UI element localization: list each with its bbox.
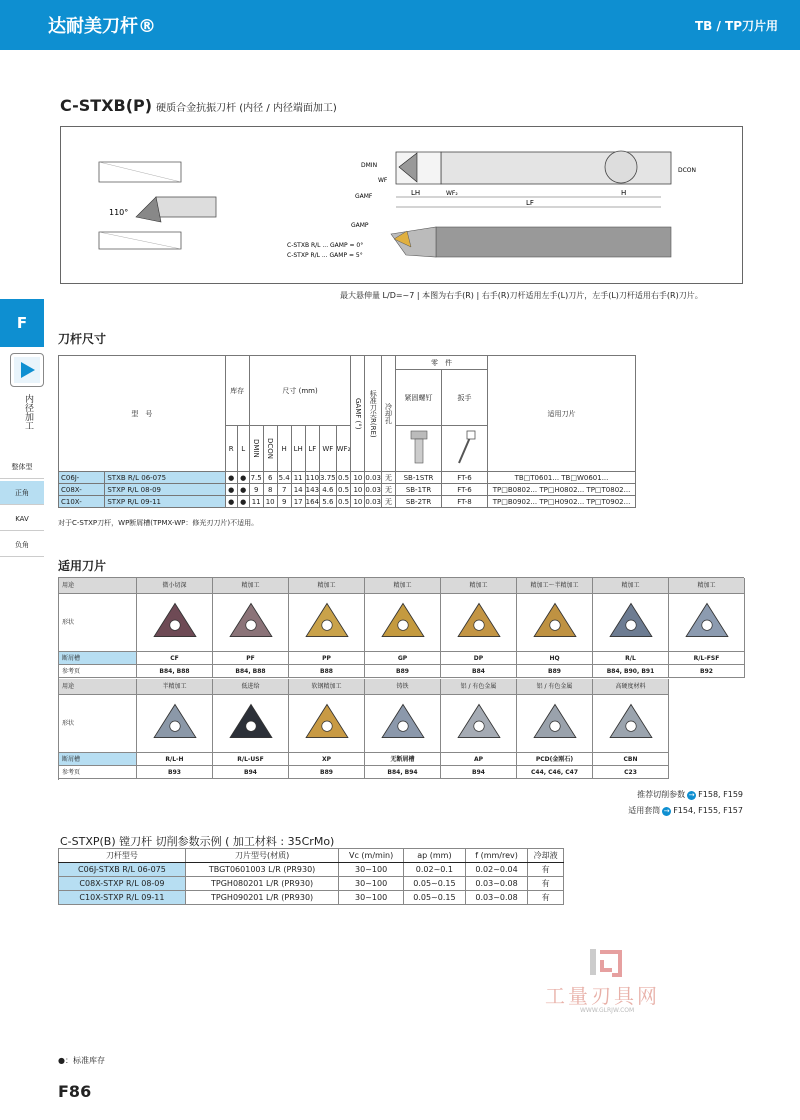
insert-use: 铝 / 有色金属: [441, 679, 517, 695]
wf-label: WF: [378, 177, 388, 184]
col-re: 标准刀尖R(RE): [365, 356, 382, 472]
insert-use: 精加工: [213, 578, 289, 594]
cell-wf: 3.75: [320, 473, 336, 482]
insert-shape: [213, 594, 289, 652]
insert-shape: [441, 594, 517, 652]
ref-cutting-label: 推荐切削参数: [637, 790, 686, 799]
cell-stock-l: ●: [237, 496, 249, 508]
cell-coolant: 无: [382, 496, 396, 508]
insert-shape: [593, 695, 669, 753]
insert-use: 铝 / 有色金属: [517, 679, 593, 695]
cut-cell: C10X-STXP R/L 09-11: [59, 891, 186, 905]
bar-section: [156, 197, 216, 217]
cell-lh: 14: [291, 484, 305, 496]
side-menu-kav[interactable]: KAV: [0, 507, 44, 531]
col-wf2: WF₂: [336, 426, 351, 472]
insert-shape: [517, 695, 593, 753]
col-dmin: DMIN: [249, 426, 263, 472]
cut-col-header: 冷却液: [528, 849, 564, 863]
lf-label: LF: [526, 199, 534, 207]
insert-breaker[interactable]: R/L-H: [137, 753, 213, 766]
cell-wrench: FT-6: [442, 472, 488, 484]
cell-gamf: 10: [351, 496, 365, 508]
cell-screw: SB-1TR: [396, 484, 442, 496]
dmin-label: DMIN: [361, 162, 378, 169]
cut-cell: C08X-STXP R/L 08-09: [59, 877, 186, 891]
col-r: R: [225, 426, 237, 472]
cut-cell: C06J-STXB R/L 06-075: [59, 863, 186, 877]
insert-shape: [137, 695, 213, 753]
cell-wf2: 0.5: [337, 497, 350, 506]
cell-wrench: FT-6: [442, 484, 488, 496]
table-row: [59, 891, 564, 905]
insert-shape: [137, 594, 213, 652]
cell-wf2: 0.5: [337, 485, 350, 494]
insert-ref-page[interactable]: B84, B90, B91: [593, 665, 669, 678]
cut-cell: 有: [528, 863, 564, 877]
model-title: [60, 96, 337, 115]
insert-triangle-icon: [604, 701, 658, 741]
cut-cell: 有: [528, 877, 564, 891]
insert-triangle-icon: [376, 701, 430, 741]
cell-model-prefix: C10X-: [59, 496, 105, 508]
insert-breaker[interactable]: R/L-FSF: [669, 652, 745, 665]
label-breaker: 断屑槽: [59, 652, 137, 665]
cell-re: 0.03: [365, 485, 381, 494]
arrow-right-icon: →: [688, 791, 695, 799]
cell-dmin: 11: [249, 496, 263, 508]
insert-use: 高硬度材料: [593, 679, 669, 695]
cell-lh: 17: [291, 496, 305, 508]
insert-ref-page[interactable]: B84, B88: [213, 665, 289, 678]
page-header: [0, 0, 800, 50]
cell-model-suffix: STXP R/L 08-09: [105, 484, 225, 496]
insert-use: 精加工: [289, 578, 365, 594]
side-menu-positive[interactable]: 正角: [0, 481, 44, 505]
cut-cell: 0.03~0.08: [465, 877, 527, 891]
cell-stock-r: ●: [225, 484, 237, 496]
cut-cell: 30~100: [339, 863, 404, 877]
table-row: [59, 877, 564, 891]
cell-model-suffix: STXP R/L 09-11: [105, 496, 225, 508]
table-row: [59, 472, 636, 484]
dims-note: 对于C-STXP刀杆，WP断屑槽(TPMX-WP：修光刃刀片)不适用。: [58, 519, 259, 527]
ref-sleeve-label: 适用套筒: [628, 806, 661, 815]
section-label: TB / TP刀片用: [694, 19, 778, 33]
insert-triangle-icon: [528, 701, 582, 741]
col-screw: 紧固螺钉: [396, 370, 442, 426]
wf2-label: WF₂: [446, 190, 458, 197]
side-menu-solid[interactable]: 整体型: [0, 455, 44, 479]
cell-lf: 110: [305, 473, 320, 482]
cell-stock-r: ●: [225, 496, 237, 508]
insert-ref-page[interactable]: B92: [669, 665, 745, 678]
shank-end-circle: [605, 151, 637, 183]
insert-ref-page[interactable]: C44, C46, C47: [517, 766, 593, 779]
insert-breaker[interactable]: R/L: [593, 652, 669, 665]
col-lh: LH: [291, 426, 305, 472]
insert-breaker[interactable]: DP: [441, 652, 517, 665]
cut-cell: TPGH080201 L/R (PR930): [185, 877, 338, 891]
cell-wf2: 0.5: [337, 473, 350, 482]
cell-coolant: 无: [382, 484, 396, 496]
insert-ref-page[interactable]: B84, B94: [365, 766, 441, 779]
cut-col-header: 刀片型号(材质): [185, 849, 338, 863]
col-coolant: 冷却孔: [382, 356, 396, 472]
label-ref: 参考页: [59, 766, 137, 779]
insert-ref-page[interactable]: B88: [289, 665, 365, 678]
table-row: [59, 863, 564, 877]
inserts-grid: [58, 577, 744, 780]
insert-triangle-icon: [148, 701, 202, 741]
col-lf: LF: [305, 426, 319, 472]
cut-col-header: Vc (m/min): [339, 849, 404, 863]
insert-shape: [365, 594, 441, 652]
insert-breaker[interactable]: HQ: [517, 652, 593, 665]
insert-ref-page[interactable]: B89: [365, 665, 441, 678]
cell-h: 9: [277, 496, 291, 508]
insert-ref-page[interactable]: C23: [593, 766, 669, 779]
col-h: H: [277, 426, 291, 472]
cell-screw: SB-2TR: [396, 496, 442, 508]
col-parts: 零 件: [396, 356, 488, 370]
dims-table: [58, 355, 636, 508]
insert-use: 微小切深: [137, 578, 213, 594]
col-dcon: DCON: [263, 426, 277, 472]
arrow-right-icon: →: [663, 807, 670, 815]
table-row: [59, 496, 636, 508]
cell-gamf: 10: [351, 484, 365, 496]
insert-shape: [441, 695, 517, 753]
cell-gamf: 10: [351, 472, 365, 484]
cell-dmin: 9: [249, 484, 263, 496]
wrench-image: [442, 426, 488, 472]
cut-cell: 0.02~0.04: [465, 863, 527, 877]
cut-cell: TPGH090201 L/R (PR930): [185, 891, 338, 905]
insert-breaker[interactable]: PP: [289, 652, 365, 665]
insert-ref-page[interactable]: B89: [289, 766, 365, 779]
gamp-note-2: C-STXP R/L ... GAMP = 5°: [287, 252, 363, 259]
cell-dmin: 7.5: [250, 473, 262, 482]
cut-cell: TBGT0601003 L/R (PR930): [185, 863, 338, 877]
tool-drawing: [61, 127, 744, 285]
cutting-title: C-STXP(B) 镗刀杆 切削参数示例 ( 加工材料 : 35CrMo): [60, 835, 335, 848]
insert-breaker[interactable]: R/L-USF: [213, 753, 289, 766]
drawing-box: [60, 126, 743, 284]
cut-cell: 0.05~0.15: [403, 891, 465, 905]
label-use: 用途: [59, 679, 137, 695]
cell-stock-r: ●: [225, 472, 237, 484]
screw-image: [396, 426, 442, 472]
model-desc: 硬质合金抗振刀杆 (内径 / 内径端面加工): [156, 103, 337, 114]
insert-triangle-icon: [148, 600, 202, 640]
dcon-label: DCON: [678, 167, 697, 174]
insert-use: 精加工～半精加工: [517, 578, 593, 594]
col-insert: 适用刀片: [488, 356, 636, 472]
insert-triangle-icon: [224, 600, 278, 640]
gamp-label: GAMP: [351, 222, 369, 229]
insert-triangle-icon: [376, 600, 430, 640]
cell-stock-l: ●: [237, 472, 249, 484]
col-wf: WF: [320, 426, 337, 472]
cell-coolant: 无: [382, 472, 396, 484]
cell-insert: TP□B0802... TP□H0802... TP□T0802...: [488, 484, 636, 496]
insert-shape: [289, 594, 365, 652]
col-wrench: 扳手: [442, 370, 488, 426]
cell-stock-l: ●: [237, 484, 249, 496]
overhang-note: 最大悬伸量 L/D=~7 | 本图为右手(R) | 右手(R)刀杆适用左手(L)刀片，左手(L)刀杆适用右手(R)刀片。: [340, 291, 703, 300]
cut-cell: 0.03~0.08: [465, 891, 527, 905]
watermark-logo-icon: [582, 946, 632, 980]
insert-shape: [517, 594, 593, 652]
cell-dcon: 6: [263, 472, 277, 484]
insert-ref-page[interactable]: B94: [213, 766, 289, 779]
insert-triangle-icon: [224, 701, 278, 741]
cut-cell: 0.02~0.1: [403, 863, 465, 877]
lh-label: LH: [411, 189, 421, 197]
cut-cell: 0.05~0.15: [403, 877, 465, 891]
col-size: 尺寸 (mm): [249, 356, 351, 426]
ref-sleeve-pages[interactable]: F154, F155, F157: [673, 806, 743, 815]
cell-lf: 143: [305, 485, 320, 494]
model-code: C-STXB(P): [60, 96, 153, 115]
brand-title: 达耐美刀杆®: [48, 16, 156, 37]
h-label: H: [621, 189, 627, 197]
cell-model-suffix: STXB R/L 06-075: [105, 472, 225, 484]
cell-insert: TB□T0601... TB□W0601...: [488, 472, 636, 484]
insert-shape: [213, 695, 289, 753]
side-menu-negative[interactable]: 负角: [0, 533, 44, 557]
insert-breaker[interactable]: CBN: [593, 753, 669, 766]
label-use: 用途: [59, 578, 137, 594]
label-shape: 形状: [59, 695, 137, 753]
col-gamf: GAMF (°): [351, 356, 365, 472]
label-shape: 形状: [59, 594, 137, 652]
angle-label: 110°: [109, 208, 129, 217]
watermark-url: WWW.GLRJW.COM: [580, 1007, 635, 1014]
ref-cutting-pages[interactable]: F158, F159: [698, 790, 743, 799]
insert-use: 半精加工: [137, 679, 213, 695]
insert-shape: [289, 695, 365, 753]
cell-h: 7: [277, 484, 291, 496]
dims-title: 刀杆尺寸: [58, 332, 107, 346]
cell-model-prefix: C08X-: [59, 484, 105, 496]
cell-h: 5.4: [278, 473, 290, 482]
stock-legend: ●：标准库存: [58, 1056, 105, 1065]
insert-breaker[interactable]: PCD(金刚石): [517, 753, 593, 766]
label-breaker: 断屑槽: [59, 753, 137, 766]
cell-insert: TP□B0902... TP□H0902... TP□T0902...: [488, 496, 636, 508]
watermark-text: 工量刃具网: [545, 984, 660, 1008]
cell-wf: 5.6: [320, 496, 337, 508]
gamf-label: GAMF: [355, 193, 373, 200]
insert-triangle-icon: [300, 600, 354, 640]
insert-shape: [669, 594, 745, 652]
insert-use: 精加工: [365, 578, 441, 594]
cutting-table: [58, 848, 564, 905]
insert-triangle-icon: [300, 701, 354, 741]
insert-triangle-icon: [604, 600, 658, 640]
insert-ref-page[interactable]: B93: [137, 766, 213, 779]
chapter-tab[interactable]: F: [0, 299, 44, 347]
cell-lh: 11: [291, 472, 305, 484]
insert-use: 铸铁: [365, 679, 441, 695]
insert-breaker[interactable]: PF: [213, 652, 289, 665]
insert-shape: [365, 695, 441, 753]
cell-lf: 164: [305, 497, 320, 506]
insert-triangle-icon: [680, 600, 734, 640]
shank-side-view: [436, 227, 671, 257]
insert-triangle-icon: [452, 600, 506, 640]
insert-ref-page[interactable]: B84, B88: [137, 665, 213, 678]
insert-ref-page[interactable]: B94: [441, 766, 517, 779]
insert-breaker[interactable]: XP: [289, 753, 365, 766]
insert-use: 精加工: [593, 578, 669, 594]
insert-use: 软钢精加工: [289, 679, 365, 695]
cut-col-header: ap (mm): [403, 849, 465, 863]
col-model: 型 号: [59, 356, 226, 472]
cut-cell: 30~100: [339, 877, 404, 891]
cell-re: 0.03: [365, 473, 381, 482]
cell-wrench: FT-8: [442, 496, 488, 508]
insert-use: 精加工: [441, 578, 517, 594]
insert-shape: [593, 594, 669, 652]
insert-breaker[interactable]: GP: [365, 652, 441, 665]
cell-dcon: 10: [263, 496, 277, 508]
reference-links: [628, 787, 743, 819]
insert-use: 精加工: [669, 578, 745, 594]
cell-dcon: 8: [263, 484, 277, 496]
cut-cell: 有: [528, 891, 564, 905]
cell-wf: 4.6: [320, 484, 337, 496]
chapter-vertical-title: 内径加工: [23, 394, 33, 430]
cut-col-header: f (mm/rev): [465, 849, 527, 863]
cut-col-header: 刀杆型号: [59, 849, 186, 863]
insert-breaker[interactable]: 无断屑槽: [365, 753, 441, 766]
internal-turning-icon: [10, 353, 44, 387]
insert-ref-page[interactable]: B89: [517, 665, 593, 678]
col-l: L: [237, 426, 249, 472]
insert-use: 低进给: [213, 679, 289, 695]
page-number: F86: [58, 1082, 92, 1101]
insert-breaker[interactable]: CF: [137, 652, 213, 665]
gamp-note-1: C-STXB R/L ... GAMP = 0°: [287, 242, 364, 249]
insert-breaker[interactable]: AP: [441, 753, 517, 766]
inserts-title: 适用刀片: [58, 559, 107, 573]
cell-model-prefix: C06J-: [59, 472, 105, 484]
cell-screw: SB-1STR: [396, 472, 442, 484]
insert-triangle-icon: [528, 600, 582, 640]
insert-triangle-icon: [452, 701, 506, 741]
label-ref: 参考页: [59, 665, 137, 678]
insert-ref-page[interactable]: B84: [441, 665, 517, 678]
cell-re: 0.03: [365, 497, 381, 506]
cut-cell: 30~100: [339, 891, 404, 905]
col-stock: 库存: [225, 356, 249, 426]
table-row: [59, 484, 636, 496]
